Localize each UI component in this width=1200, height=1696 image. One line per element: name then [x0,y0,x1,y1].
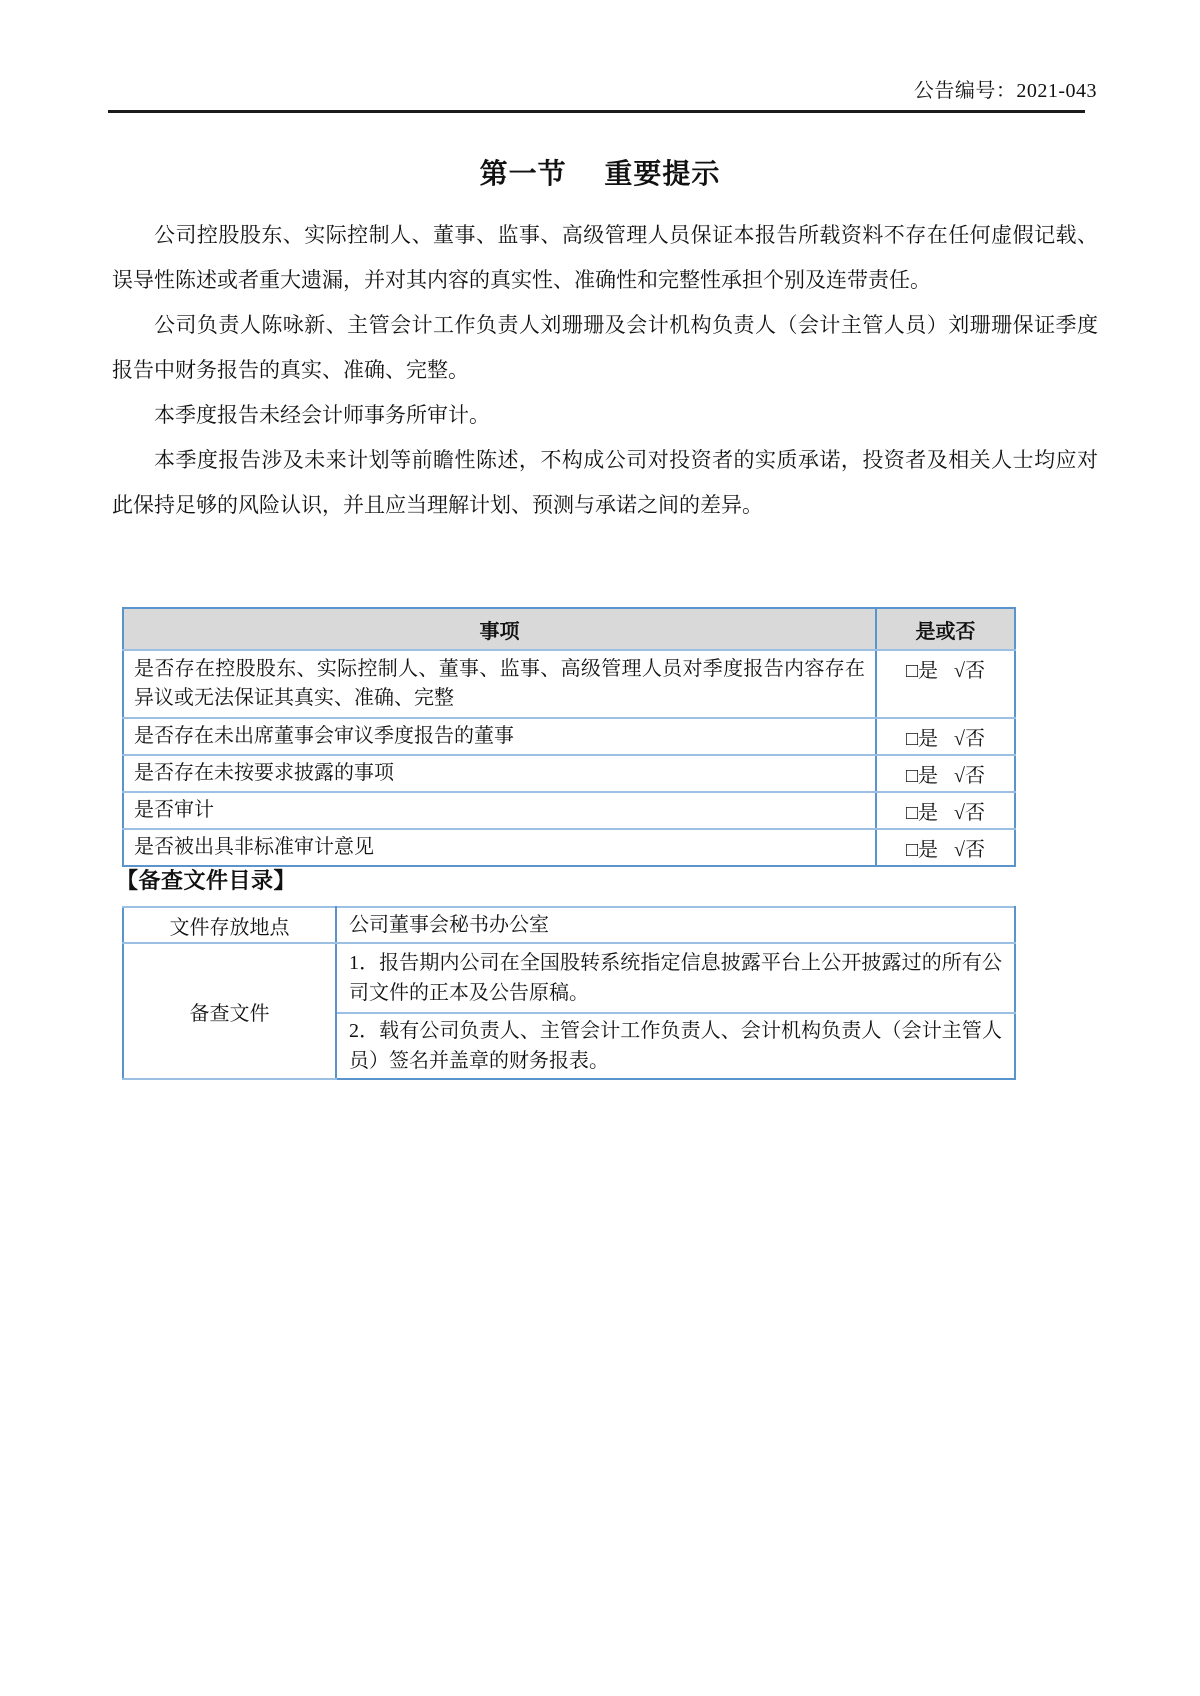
checkbox-yes-option: □是 [905,765,939,787]
answer-cell [876,650,1015,718]
checkbox-yes-option: □是 [905,660,939,682]
archive-file-item: 2．载有公司负责人、主管会计工作负责人、会计机构负责人（会计主管人员）签名并盖章的财务报表。 [336,1013,1015,1079]
checkbox-yes-option: □是 [905,839,939,861]
matter-item: 是否存在未按要求披露的事项 [123,755,876,792]
answer-cell [876,718,1015,755]
answer-cell [876,829,1015,866]
header-rule [108,110,1085,113]
table-row [123,718,1015,755]
archive-files-label: 备查文件 [123,943,336,1079]
paragraph-guarantee: 公司控股股东、实际控制人、董事、监事、高级管理人员保证本报告所载资料不存在任何虚假记载、误导性陈述或者重大遗漏，并对其内容的真实性、准确性和完整性承担个别及连带责任。 [112,223,1098,292]
archive-docs-table [122,906,1016,1080]
checkbox-yes-option: □是 [905,728,939,750]
table-row [123,755,1015,792]
paragraph-responsible-persons: 公司负责人陈咏新、主管会计工作负责人刘珊珊及会计机构负责人（会计主管人员）刘珊珊保证季度报告中财务报告的真实、准确、完整。 [112,313,1098,382]
storage-location-label: 文件存放地点 [123,907,336,943]
answer-cell [876,792,1015,829]
matter-item: 是否审计 [123,792,876,829]
column-header-answer: 是或否 [876,608,1015,650]
checked-no-option: √否 [954,765,986,787]
checked-no-option: √否 [954,660,986,682]
body-paragraphs [112,213,1098,528]
table-row [123,829,1015,866]
checkbox-yes-option: □是 [905,802,939,824]
table-row [123,650,1015,718]
table-row [123,792,1015,829]
table-row [123,907,1015,943]
matters-table [122,607,1016,867]
matters-table-header-row [123,608,1015,650]
archive-docs-heading: 【备查文件目录】 [116,868,297,893]
checked-no-option: √否 [954,728,986,750]
storage-location-value: 公司董事会秘书办公室 [336,907,1015,943]
page-title: 第一节 重要提示 [479,158,721,189]
announcement-number: 公告编号：2021-043 [913,80,1097,102]
checked-no-option: √否 [954,839,986,861]
paragraph-unaudited: 本季度报告未经会计师事务所审计。 [154,403,490,427]
matter-item: 是否存在控股股东、实际控制人、董事、监事、高级管理人员对季度报告内容存在异议或无法保证其真实、准确、完整 [123,650,876,718]
answer-cell [876,755,1015,792]
paragraph-forward-looking: 本季度报告涉及未来计划等前瞻性陈述，不构成公司对投资者的实质承诺，投资者及相关人士均应对此保持足够的风险认识，并且应当理解计划、预测与承诺之间的差异。 [112,448,1098,517]
table-row [123,943,1015,1013]
column-header-item: 事项 [123,608,876,650]
archive-file-item: 1．报告期内公司在全国股转系统指定信息披露平台上公开披露过的所有公司文件的正本及公告原稿。 [336,943,1015,1013]
checked-no-option: √否 [954,802,986,824]
matter-item: 是否存在未出席董事会审议季度报告的董事 [123,718,876,755]
matter-item: 是否被出具非标准审计意见 [123,829,876,866]
